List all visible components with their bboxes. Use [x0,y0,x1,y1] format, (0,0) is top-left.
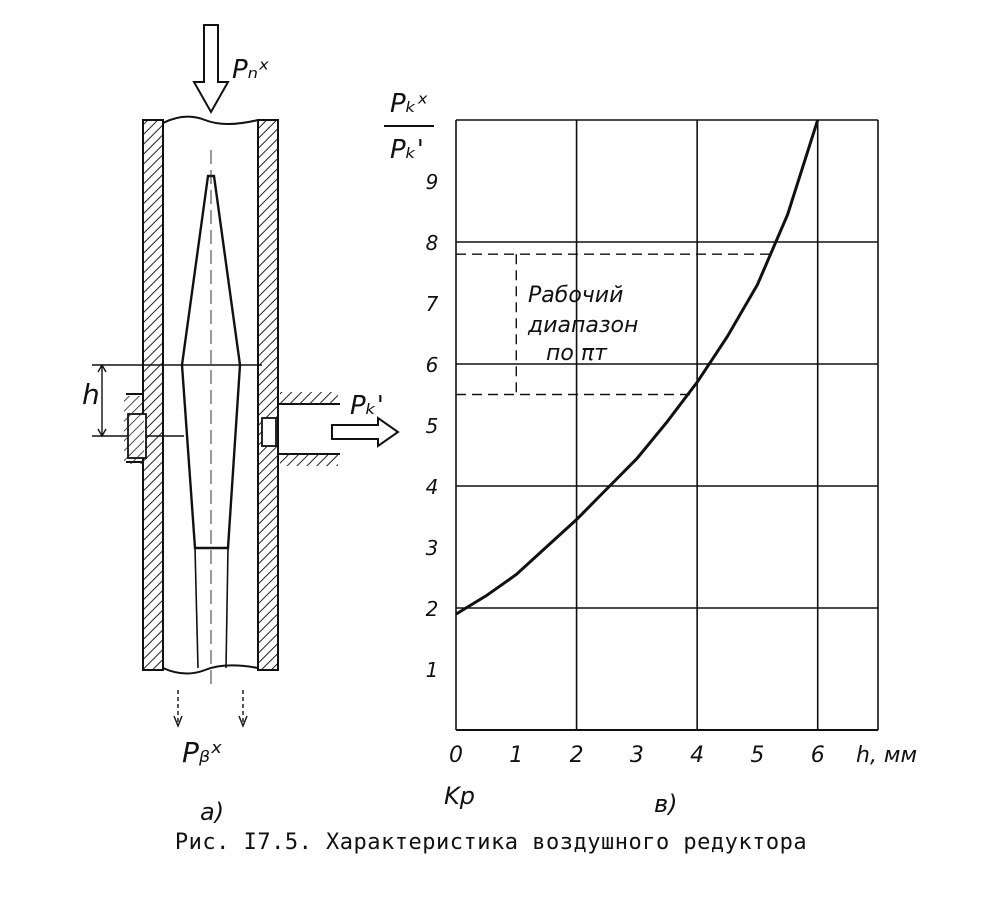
inlet-arrow [194,25,228,112]
series-line [456,120,818,614]
x-axis-label: h, мм [856,743,918,768]
x-tick-label: 4 [690,743,705,768]
left-wall [143,120,163,670]
y-tick-label: 2 [425,597,439,621]
annotation-line-1: Рабочий [528,283,624,308]
side-pressure-label: Pₖ' [350,391,384,421]
kp-label: Kp [444,782,475,810]
stroke-h-label: h [82,378,100,411]
figure-caption: Рис. I7.5. Характеристика воздушного редуктора [174,830,808,855]
y-tick-label: 7 [425,292,439,316]
y-tick-label: 1 [425,658,439,682]
y-tick-label: 6 [425,353,439,377]
panel-b-label: в) [654,790,678,818]
outlet-hatch-bottom [280,454,338,466]
y-tick-label: 4 [425,475,439,499]
x-tick-label: 3 [629,743,644,768]
right-wall [258,120,278,670]
reducer-characteristic-chart [384,89,917,818]
y-tick-label: 9 [425,170,439,194]
x-tick-labels [449,743,825,768]
outlet-hatch-top [280,392,338,404]
annotation-line-3: по πт [546,341,607,366]
x-tick-label: 6 [810,743,825,768]
x-tick-label: 0 [449,743,463,768]
y-tick-label: 3 [425,536,439,560]
y-axis-label-numerator: Pₖˣ [390,89,429,119]
y-axis-label-denominator: Pₖ' [390,135,424,165]
top-break-line [163,117,258,124]
bottom-pressure-label: Pᵦˣ [182,736,223,769]
x-tick-label: 2 [569,743,584,768]
y-tick-label: 8 [425,231,439,255]
y-tick-labels [426,170,439,682]
chart-series [456,120,818,614]
chart-grid [456,120,878,730]
x-tick-label: 5 [750,743,765,768]
y-tick-label: 5 [425,414,439,438]
x-tick-label: 1 [509,743,524,768]
left-housing [124,396,144,464]
annotation-line-2: диапазон [528,313,639,338]
outlet-housing-top [278,404,340,454]
top-pressure-label: Pₙˣ [232,55,270,85]
outlet-port [262,418,276,446]
panel-a-label: а) [200,798,225,826]
outlet-arrow [332,418,398,446]
reducer-schematic [82,25,398,826]
